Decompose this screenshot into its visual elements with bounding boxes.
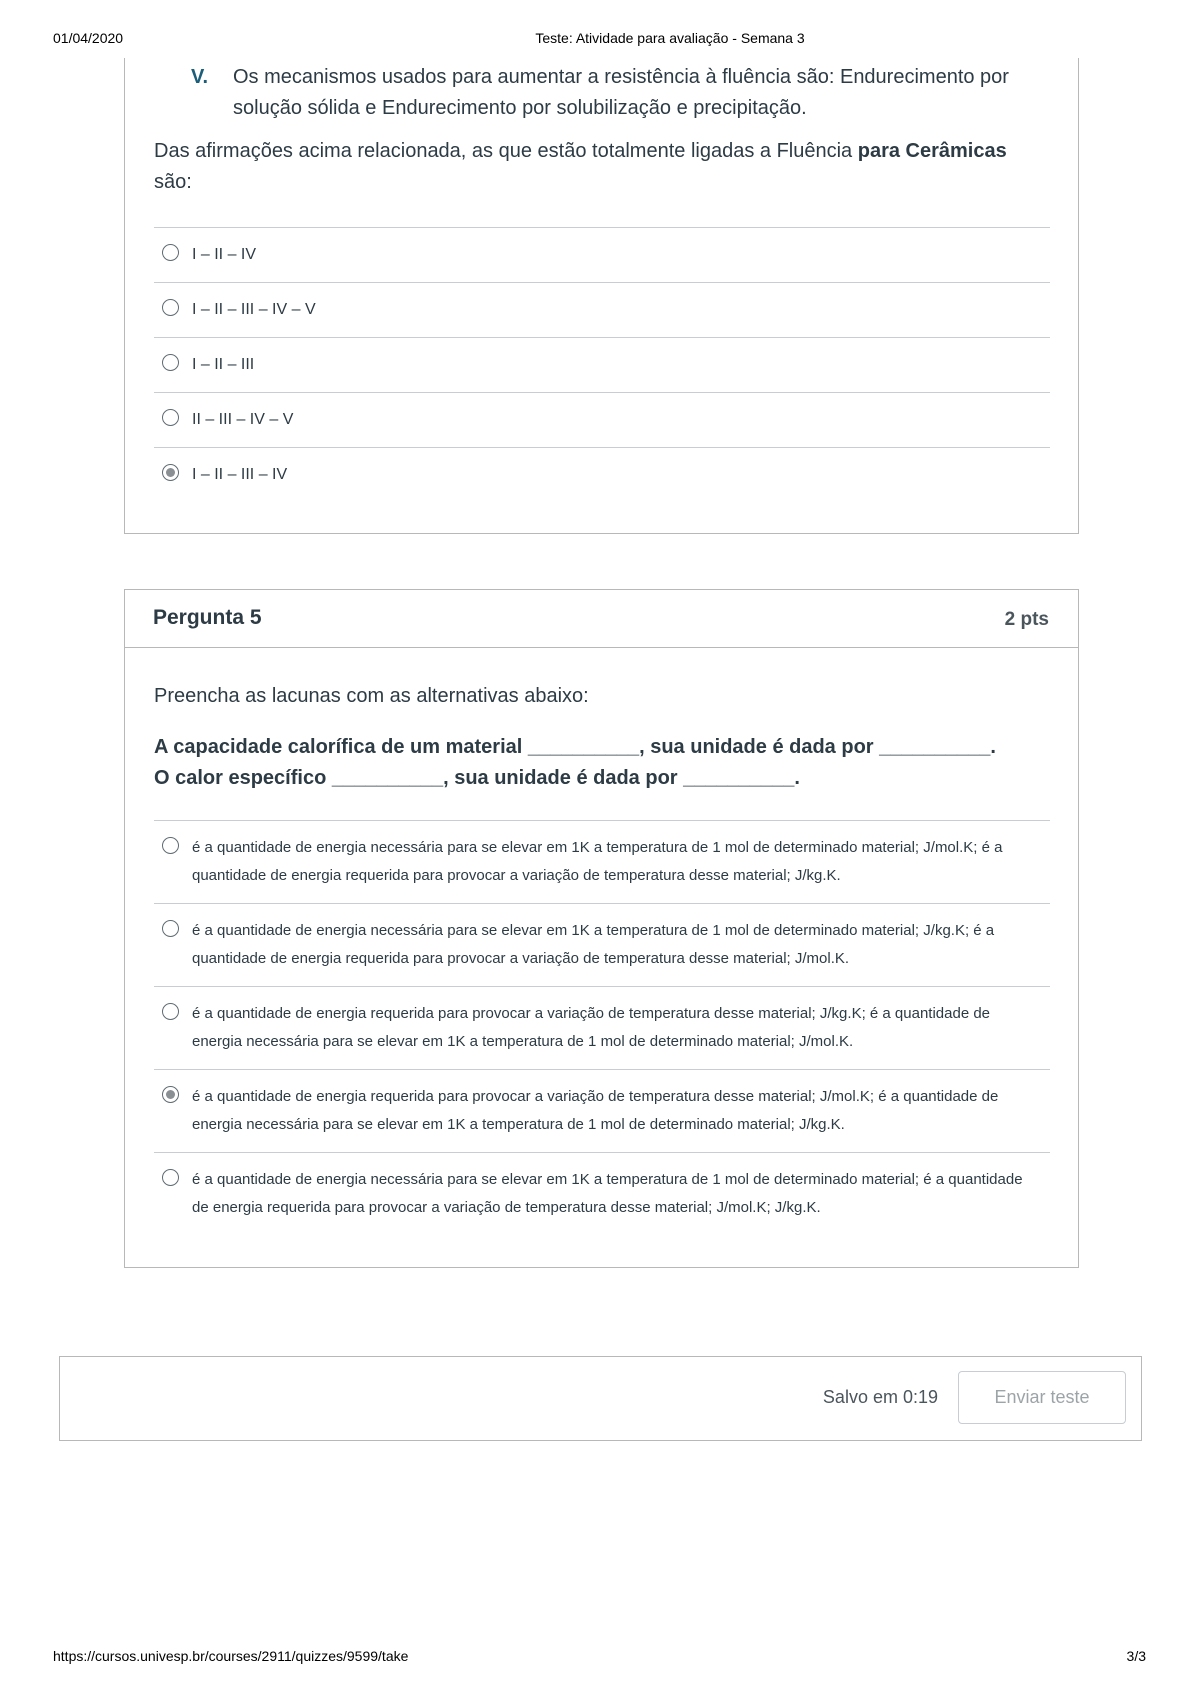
print-title: Teste: Atividade para avaliação - Semana 3 — [535, 30, 805, 46]
radio-button[interactable] — [162, 837, 179, 854]
question-header — [125, 590, 1078, 648]
answer-label: é a quantidade de energia necessária para se elevar em 1K a temperatura de 1 mol de determinado material; é a quantidade de energia requerida para provocar a variação de temperatura desse material; J/mol.K; J/kg.K. — [192, 1171, 1023, 1216]
statement-line: A capacidade calorífica de um material __________, sua unidade é dada por __________. — [154, 736, 996, 758]
question-points: 2 pts — [1004, 609, 1049, 630]
question-4-card — [124, 58, 1079, 534]
answer-option[interactable] — [154, 820, 1050, 903]
print-page-number: 3/3 — [1126, 1648, 1146, 1664]
question-title: Pergunta 5 — [153, 606, 262, 629]
question-5-answers — [154, 820, 1050, 1235]
radio-button[interactable] — [162, 299, 179, 316]
answer-label: é a quantidade de energia necessária para se elevar em 1K a temperatura de 1 mol de determinado material; J/mol.K; é a quantidade de energia requerida para provocar a variação de temperatura desse material; J/kg.K. — [192, 839, 1003, 884]
statement-line: O calor específico __________, sua unidade é dada por __________. — [154, 767, 800, 789]
answer-option[interactable] — [154, 392, 1050, 447]
answer-option-selected[interactable] — [154, 1069, 1050, 1152]
answer-label: I – II – III – IV — [192, 466, 288, 483]
radio-button[interactable] — [162, 920, 179, 937]
answer-label: I – II – IV — [192, 246, 257, 263]
answer-option[interactable] — [154, 227, 1050, 282]
answer-option[interactable] — [154, 986, 1050, 1069]
print-header — [0, 30, 1191, 50]
answer-label: II – III – IV – V — [192, 411, 294, 428]
radio-button-checked[interactable] — [162, 464, 179, 481]
answer-label: é a quantidade de energia requerida para provocar a variação de temperatura desse material; J/kg.K; é a quantidade de energia necessária para se elevar em 1K a temperatura de 1 mol de determinado material; J/mol.K. — [192, 1005, 991, 1050]
question-statement — [154, 732, 1052, 794]
answer-option[interactable] — [154, 903, 1050, 986]
answer-option[interactable] — [154, 282, 1050, 337]
statement-v-text: Os mecanismos usados para aumentar a resistência à fluência são: Endurecimento por solução sólida e Endurecimento por solubilização e precipitação. — [233, 66, 1009, 119]
prompt-text: Das afirmações acima relacionada, as que estão totalmente ligadas a Fluência — [154, 140, 858, 162]
saved-status: Salvo em 0:19 — [822, 1387, 938, 1407]
question-4-prompt — [154, 136, 1038, 198]
radio-button[interactable] — [162, 354, 179, 371]
answer-option-selected[interactable] — [154, 447, 1050, 502]
statement-v — [191, 62, 1038, 124]
prompt-bold-text: para Cerâmicas — [857, 140, 1007, 162]
question-5-card — [124, 589, 1079, 1268]
submit-quiz-button[interactable]: Enviar teste — [958, 1371, 1126, 1424]
answer-option[interactable] — [154, 1152, 1050, 1235]
question-instruction: Preencha as lacunas com as alternativas abaixo: — [154, 685, 589, 707]
answer-label: I – II – III – IV – V — [192, 301, 316, 318]
question-4-answers — [154, 227, 1050, 502]
roman-numeral: V. — [191, 66, 209, 88]
quiz-submit-bar — [59, 1356, 1142, 1441]
print-date: 01/04/2020 — [53, 30, 124, 46]
radio-button[interactable] — [162, 244, 179, 261]
radio-button[interactable] — [162, 1169, 179, 1186]
answer-label: é a quantidade de energia requerida para provocar a variação de temperatura desse material; J/mol.K; é a quantidade de energia necessária para se elevar em 1K a temperatura de 1 mol de determinado material; J/kg.K. — [192, 1088, 999, 1133]
prompt-text-end: são: — [154, 171, 192, 193]
radio-button-checked[interactable] — [162, 1086, 179, 1103]
radio-button[interactable] — [162, 1003, 179, 1020]
answer-label: I – II – III — [192, 356, 255, 373]
answer-label: é a quantidade de energia necessária para se elevar em 1K a temperatura de 1 mol de determinado material; J/kg.K; é a quantidade de energia requerida para provocar a variação de temperatura desse material; J/mol.K. — [192, 922, 995, 967]
radio-button[interactable] — [162, 409, 179, 426]
print-url: https://cursos.univesp.br/courses/2911/quizzes/9599/take — [53, 1648, 409, 1664]
answer-option[interactable] — [154, 337, 1050, 392]
